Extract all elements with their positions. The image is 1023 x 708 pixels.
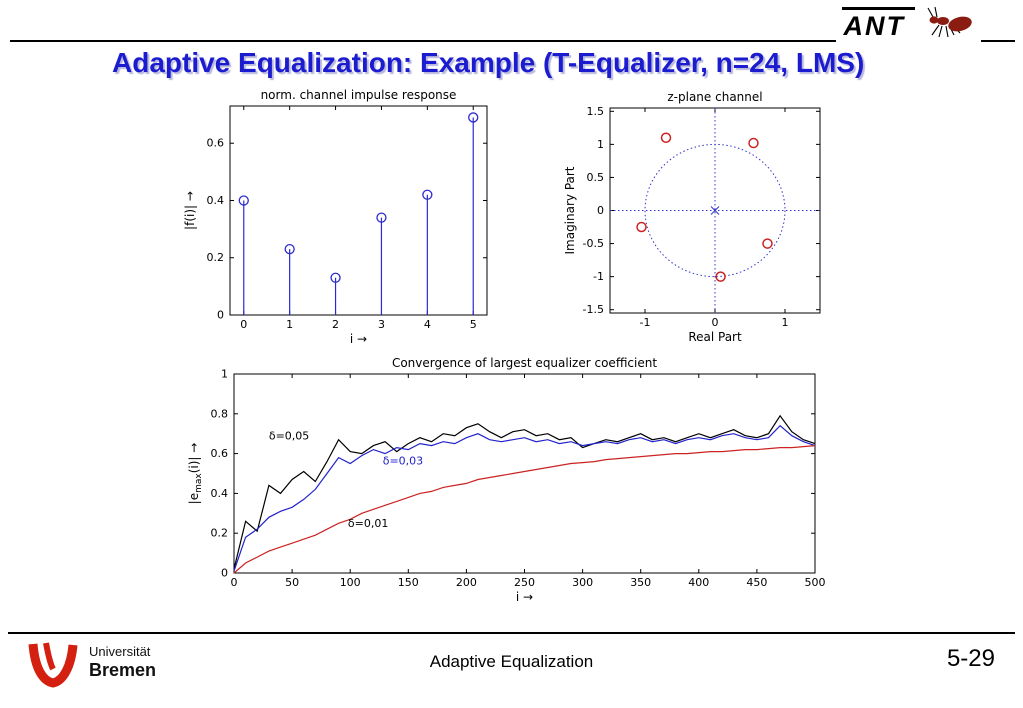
svg-text:0.6: 0.6 <box>206 136 224 150</box>
page-number: 5-29 <box>946 645 995 672</box>
svg-text:0.4: 0.4 <box>206 193 224 207</box>
footer-title: Adaptive Equalization <box>429 652 594 671</box>
svg-text:1: 1 <box>286 318 294 331</box>
svg-text:δ=0,01: δ=0,01 <box>347 517 389 531</box>
svg-text:200: 200 <box>455 576 477 589</box>
ant-logo-text: ANT <box>842 7 916 40</box>
svg-text:0: 0 <box>240 318 248 331</box>
ant-icon <box>923 4 975 40</box>
svg-text:300: 300 <box>572 576 594 589</box>
convergence-chart <box>182 352 877 614</box>
footer-divider <box>8 632 1015 634</box>
bremen-logo-line1: Universität <box>89 644 151 660</box>
svg-text:500: 500 <box>804 576 826 589</box>
svg-text:|emax(i)| →: $|e_{max}(i)|$ → <box>187 442 204 505</box>
svg-text:3: 3 <box>377 318 385 331</box>
ant-logo <box>836 4 982 42</box>
svg-text:i →: i → <box>349 332 368 346</box>
svg-text:50: 50 <box>285 576 300 589</box>
svg-text:-1: -1 <box>639 316 651 329</box>
svg-text:100: 100 <box>339 576 361 589</box>
svg-text:0.5: 0.5 <box>586 170 604 184</box>
impulse-response-chart <box>170 88 495 346</box>
svg-text:norm. channel impulse response: norm. channel impulse response <box>260 88 457 102</box>
svg-text:0: 0 <box>221 566 228 580</box>
svg-text:Imaginary Part: Imaginary Part <box>563 166 577 255</box>
svg-text:0.6: 0.6 <box>210 447 228 461</box>
svg-text:0: 0 <box>230 576 238 589</box>
svg-text:350: 350 <box>630 576 652 589</box>
svg-text:i →: i → <box>515 590 534 604</box>
slide-title: Adaptive Equalization: Example (T-Equalizer, n=24, LMS) <box>112 47 865 78</box>
svg-text:δ=0,03: δ=0,03 <box>382 454 424 468</box>
svg-text:450: 450 <box>746 576 768 589</box>
svg-text:-1.5: -1.5 <box>582 303 604 317</box>
svg-text:|f(i)| →: |f(i)| → <box>183 191 197 230</box>
svg-text:1: 1 <box>597 137 604 151</box>
svg-text:0.8: 0.8 <box>210 407 228 421</box>
svg-text:Real Part: Real Part <box>688 330 742 344</box>
zplane-chart <box>555 88 865 350</box>
svg-text:5: 5 <box>469 318 477 331</box>
svg-text:0: 0 <box>711 316 719 329</box>
svg-text:0.4: 0.4 <box>210 486 228 500</box>
svg-text:1: 1 <box>221 367 228 381</box>
svg-text:400: 400 <box>688 576 710 589</box>
svg-text:-0.5: -0.5 <box>582 237 604 251</box>
svg-text:1.5: 1.5 <box>586 104 604 118</box>
svg-text:z-plane channel: z-plane channel <box>667 90 763 104</box>
bremen-logo-line2: Bremen <box>89 660 157 681</box>
svg-text:0: 0 <box>597 204 604 217</box>
svg-text:0: 0 <box>217 308 224 322</box>
svg-text:0.2: 0.2 <box>206 251 224 265</box>
svg-text:2: 2 <box>332 318 340 331</box>
svg-text:0.2: 0.2 <box>210 526 228 540</box>
svg-text:Convergence of largest equaliz: Convergence of largest equalizer coefficient <box>391 356 658 370</box>
svg-text:150: 150 <box>397 576 419 589</box>
svg-text:δ=0,05: δ=0,05 <box>268 429 310 443</box>
svg-text:1: 1 <box>781 316 789 329</box>
svg-text:4: 4 <box>423 318 431 331</box>
svg-text:250: 250 <box>514 576 535 589</box>
svg-text:-1: -1 <box>593 270 604 284</box>
